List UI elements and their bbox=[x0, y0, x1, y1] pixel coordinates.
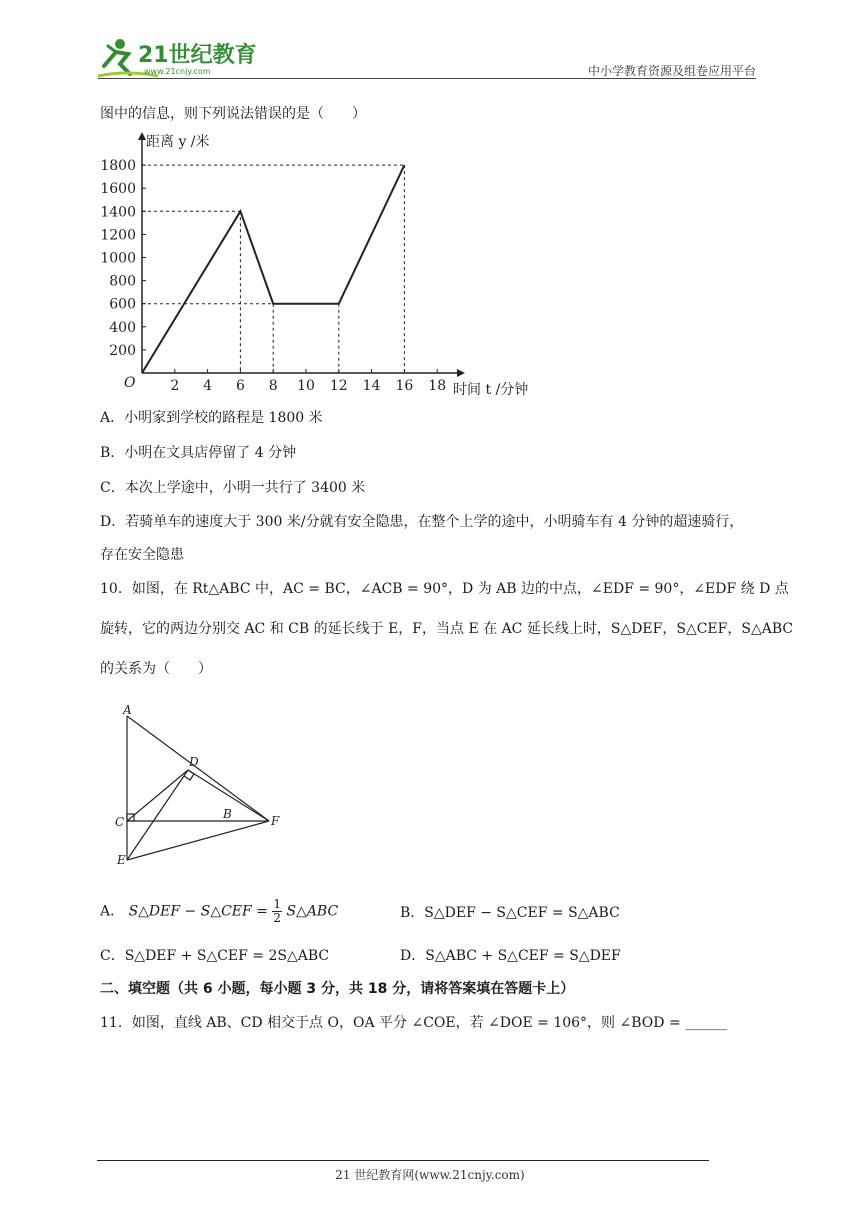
line-de bbox=[127, 770, 188, 860]
y-tick-label: 1800 bbox=[100, 158, 136, 175]
label-e: E bbox=[117, 853, 126, 867]
y-tick-label: 1600 bbox=[100, 181, 136, 198]
header-divider bbox=[98, 78, 756, 79]
origin-label: O bbox=[124, 375, 136, 391]
y-axis-label: 距离 y /米 bbox=[146, 134, 210, 150]
x-tick-label: 4 bbox=[203, 378, 213, 394]
q9-option-c: C．本次上学途中，小明一共行了 3400 米 bbox=[100, 480, 366, 496]
section-2-title: 二、填空题（共 6 小题，每小题 3 分，共 18 分，请将答案填在答题卡上） bbox=[100, 981, 575, 997]
q10-line3: 的关系为（ ） bbox=[100, 661, 212, 677]
line-ef bbox=[127, 821, 269, 860]
q9-option-d: D．若骑单车的速度大于 300 米/分就有安全隐患，在整个上学的途中，小明骑车有 4 分钟的超速骑行， bbox=[100, 514, 744, 530]
q10-option-d: D．S△ABC + S△CEF = S△DEF bbox=[400, 948, 621, 964]
label-b: B bbox=[223, 807, 232, 821]
q9-option-a: A．小明家到学校的路程是 1800 米 bbox=[100, 410, 323, 426]
y-tick-label: 600 bbox=[109, 296, 136, 313]
triangle-figure bbox=[105, 700, 305, 870]
fraction-numerator: 1 bbox=[273, 897, 282, 911]
line-cd bbox=[127, 770, 188, 821]
label-c: C bbox=[115, 815, 125, 829]
x-axis-label: 时间 t /分钟 bbox=[453, 382, 529, 398]
y-tick-label: 400 bbox=[109, 319, 136, 336]
y-tick-label: 1200 bbox=[100, 227, 136, 244]
q10-option-b: B．S△DEF − S△CEF = S△ABC bbox=[400, 905, 620, 921]
header-platform-text: 中小学教育资源及组卷应用平台 bbox=[587, 64, 756, 78]
q11-text: 11．如图，直线 AB、CD 相交于点 O，OA 平分 ∠COE，若 ∠DOE = 106°，则 ∠BOD = ______ bbox=[100, 1015, 728, 1031]
q10-option-a bbox=[100, 898, 338, 925]
label-d: D bbox=[189, 755, 199, 769]
q10-option-c: C．S△DEF + S△CEF = 2S△ABC bbox=[100, 948, 330, 964]
q9-intro: 图中的信息，则下列说法错误的是（ ） bbox=[100, 106, 366, 122]
x-tick-label: 2 bbox=[170, 378, 180, 394]
label-f: F bbox=[271, 814, 280, 828]
x-tick-label: 14 bbox=[362, 378, 381, 394]
site-logo bbox=[98, 36, 268, 80]
x-tick-label: 18 bbox=[428, 378, 447, 394]
x-tick-label: 16 bbox=[395, 378, 414, 394]
label-a: A bbox=[123, 703, 132, 717]
q10-option-a-prefix: A． bbox=[100, 903, 125, 920]
x-axis-arrow bbox=[457, 369, 465, 377]
q9-option-b: B．小明在文具店停留了 4 分钟 bbox=[100, 445, 297, 461]
footer-text: 21 世纪教育网(www.21cnjy.com) bbox=[335, 1168, 525, 1182]
x-tick-label: 6 bbox=[235, 378, 245, 394]
q10-line2: 旋转，它的两边分别交 AC 和 CB 的延长线于 E，F，当点 E 在 AC 延长线上时，S△DEF，S△CEF，S△ABC bbox=[100, 621, 794, 637]
fraction-half bbox=[272, 898, 282, 925]
x-tick-label: 12 bbox=[329, 378, 348, 394]
q10-option-a-left: S△DEF − S△CEF = bbox=[128, 903, 268, 920]
q10-option-a-right: S△ABC bbox=[286, 903, 339, 920]
y-axis-arrow bbox=[138, 132, 146, 140]
q9-option-d-cont: 存在安全隐患 bbox=[100, 547, 184, 563]
footer-divider bbox=[97, 1160, 709, 1161]
q10-line1: 10．如图，在 Rt△ABC 中，AC = BC，∠ACB = 90°，D 为 AB 边的中点，∠EDF = 90°，∠EDF 绕 D 点 bbox=[100, 581, 789, 597]
logo-text: 21世纪教育 bbox=[138, 43, 257, 68]
y-tick-label: 1000 bbox=[100, 250, 136, 267]
fraction-denominator: 2 bbox=[273, 911, 282, 925]
distance-time-chart bbox=[95, 128, 555, 408]
x-tick-label: 10 bbox=[297, 378, 315, 394]
y-tick-label: 1400 bbox=[100, 204, 136, 221]
y-tick-label: 800 bbox=[109, 273, 136, 290]
x-tick-label: 8 bbox=[268, 378, 278, 394]
y-tick-label: 200 bbox=[109, 342, 136, 359]
logo-url: www.21cnjy.com bbox=[144, 67, 211, 76]
